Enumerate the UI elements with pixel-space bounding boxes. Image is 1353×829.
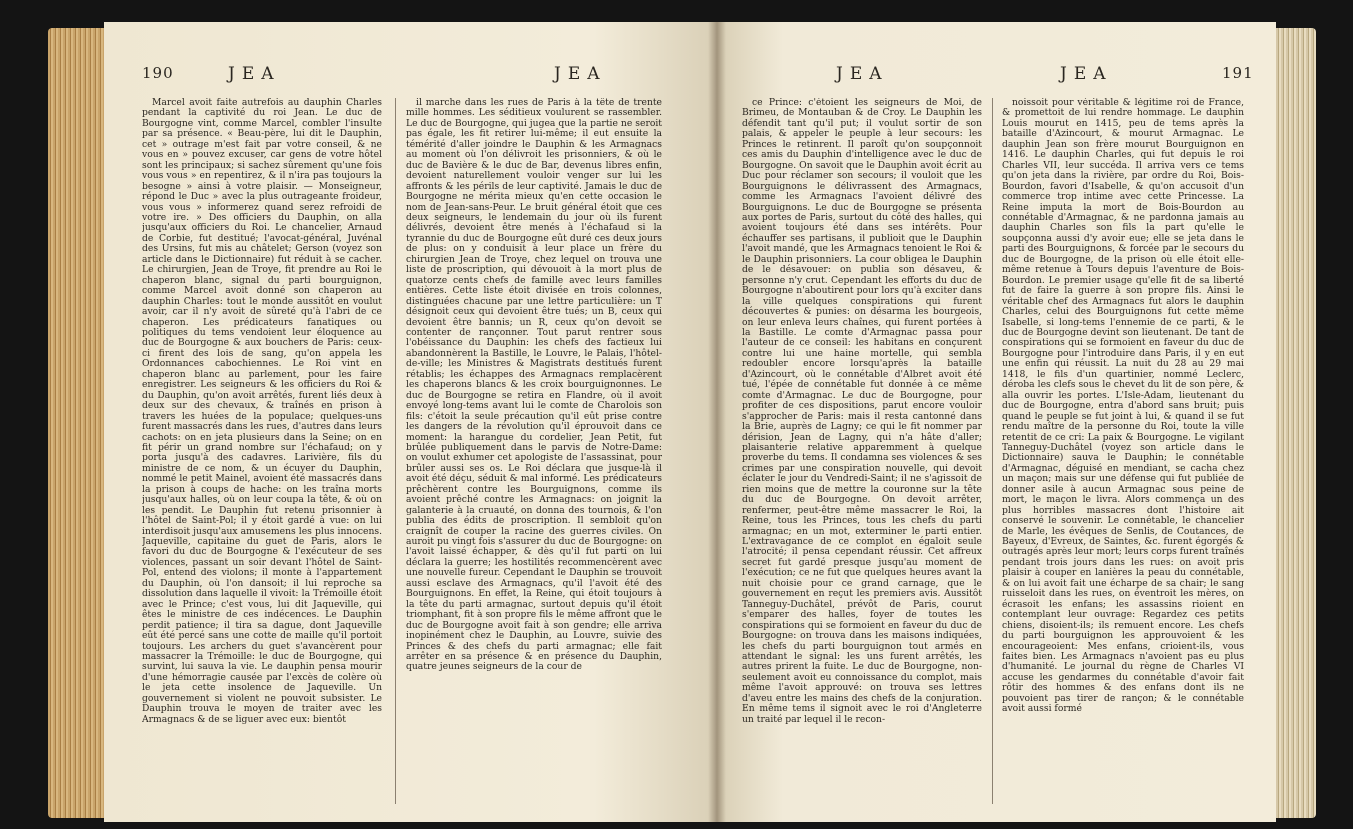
left-page-header — [104, 64, 716, 90]
right-col1-text: ce Prince: c'étoient les seigneurs de Moi, de Brimeu, de Montauban & de Croy. Le Dauphin les défendit tant qu'il put; il voulut sortir de son palais, & appeler le peuple à leur secours: les Princes le retinrent. Il paroît qu'on soupçonnoit ces amis du Dauphin d'intelligence avec le duc de Bourgogne. On savoit que le Dauphin avoit écrit au Duc pour réclamer son secours; il vouloit que les Bourguignons le délivrassent des Armagnacs, comme les Armagnacs l'avoient délivré des Bourguignons. Le duc de Bourgogne se présenta aux portes de Paris, surtout du côté des halles, qui avoient toujours été dans ses intérêts. Pour échauffer ses partisans, il publioit que le Dauphin l'avoit mandé, que les Armagnacs tenoient le Roi & le Dauphin prisonniers. La cour obligea le Dauphin de le désavouer: on publia son désaveu, & personne n'y crut. Cependant les efforts du duc de Bourgogne n'aboutirent pour lors qu'à exciter dans la ville quelques conspirations qui furent découvertes & punies: on désarma les bourgeois, on leur enleva leurs chaînes, qui furent portées à la Bastille. Le comte d'Armagnac passa pour l'auteur de ce conseil: les habitans en conçurent contre lui une haine mortelle, qui sembla redoubler encore lorsqu'après la bataille d'Azincourt, où le connétable d'Albret avoit été tué, l'épée de connétable fut donnée à ce même comte d'Armagnac. Le duc de Bourgogne, pour profiter de ces dispositions, parut encore vouloir s'approcher de Paris: mais il resta cantonné dans la Brie, auprès de Lagny; ce qui le fit nommer par dérision, Jean de Lagny, qui n'a hâte d'aller; plaisanterie relative apparemment à quelque proverbe du tems. Il condamna ses violences & ses crimes par une conspiration nouvelle, qui devoit éclater le jour du Vendredi-Saint; il ne s'agissoit de rien moins que de mettre la couronne sur la tête du duc de Bourgogne. On devoit arrêter, renfermer, peut-être même massacrer le Roi, la Reine, tous les Princes, tous les chefs du parti armagnac; en un mot, exterminer le parti entier. L'extravagance de ce complot en égaloit seule l'atrocité; il pensa cependant réussir. Cet affreux secret fut gardé presque jusqu'au moment de l'exécution; ce ne fut que quelques heures avant la nuit choisie pour ce grand carnage, que le gouvernement en reçut les premiers avis. Aussitôt Tanneguy-Duchâtel, prévôt de Paris, courut s'emparer des halles, foyer de toutes les conspirations qui se formoient en faveur du duc de Bourgogne: on trouva dans les maisons indiquées, les chefs du parti bourguignon tout armés en attendant le signal: les uns furent arrêtés, les autres prirent la fuite. Le duc de Bourgogne, non-seulement avoit eu connoissance du complot, mais même l'avoit approuvé: on trouva ses lettres d'aveu entre les mains des chefs de la conjuration. En même tems il signoit avec le roi d'Angleterre un traité par lequel il le recon- — [742, 98, 982, 725]
left-col2-text: il marche dans les rues de Paris à la tête de trente mille hommes. Les séditieux voulurent se rassembler. Le duc de Bourgogne, qui jugea que la partie ne seroit pas égale, les fit retirer lui-même; il eut ensuite la témérité d'aller joindre le Dauphin & les Armagnacs au moment où l'on délivroit les prisonniers, & où le duc de Bavière & le duc de Bar, devenus libres enfin, devoient naturellement vouloir venger sur lui les affronts & les périls de leur captivité. Jamais le duc de Bourgogne ne mérita mieux qu'en cette occasion le nom de Jean-sans-Peur. Le bruit général étoit que ces deux seigneurs, le lendemain du jour où ils furent délivrés, devoient être menés à l'échafaud si la tyrannie du duc de Bourgogne eût duré ces deux jours de plus: on y conduisit à leur place un frère du chirurgien Jean de Troye, chez lequel on trouva une liste de proscription, qui dévouoit à la mort plus de quatorze cents chefs de famille avec leurs familles entières. Cette liste étoit divisée en trois colonnes, distinguées chacune par une lettre particulière: un T désignoit ceux qui devoient être tués; un B, ceux qui devoient être bannis; un R, ceux qu'on devoit se contenter de rançonner. Tout parut rentrer sous l'obéissance du Dauphin: les chefs des factieux lui abandonnèrent la Bastille, le Louvre, le Palais, l'hôtel-de-ville; les Ministres & Magistrats destitués furent rétablis; les échappes des Armagnacs remplacèrent les chaperons blancs & les croix bourguignonnes. Le duc de Bourgogne se retira en Flandre, où il avoit envoyé long-tems avant lui le comte de Charolois son fils: c'étoit la seule précaution qu'il eût prise contre les dangers de la révolution qu'il éprouvoit dans ce moment: la harangue du cordelier, Jean Petit, fut brûlée publiquement dans le parvis de Notre-Dame: on voulut exhumer cet apologiste de l'assassinat, pour brûler aussi ses os. Le Roi déclara que jusque-là il avoit été déçu, séduit & mal informé. Les prédicateurs prêchèrent contre les Bourguignons, comme ils avoient prêché contre les Armagnacs: on joignit la galanterie à la cruauté, on donna des tournois, & l'on publia des édits de proscription. Il sembloit qu'on craignît de couper la racine des guerres civiles. On auroit pu vingt fois s'assurer du duc de Bourgogne: on l'avoit laissé échapper, & dès qu'il fut parti on lui déclara la guerre; les hostilités recommencèrent avec une nouvelle fureur. Cependant le Dauphin se trouvoit aussi esclave des Armagnacs, qu'il l'avoit été des Bourguignons. En effet, la Reine, qui étoit toujours à la tête du parti armagnac, surtout depuis qu'il étoit triomphant, fit à son propre fils le même affront que le duc de Bourgogne avoit fait à son gendre; elle arriva inopinément chez le Dauphin, au Louvre, suivie des Princes & des chefs du parti armagnac; elle fait arrêter en sa présence & en présence du Dauphin, quatre jeunes seigneurs de la cour de — [406, 98, 662, 673]
right-page-column-1 — [742, 98, 982, 813]
left-page-column-2 — [406, 98, 662, 813]
right-col2-text: noissoit pour véritable & légitime roi de France, & promettoit de lui rendre hommage. Le dauphin Louis mourut en 1415, peu de tems après la bataille d'Azincourt, & mourut Armagnac. Le dauphin Jean son frère mourut Bourguignon en 1416. Le dauphin Charles, qui fut depuis le roi Charles VII, leur succéda. Il arriva vers ce tems qu'on jeta dans la rivière, par ordre du Roi, Bois-Bourdon, favori d'Isabelle, & qu'on accusoit d'un commerce trop intime avec cette Princesse. La Reine imputa la mort de Bois-Bourdon au connétable d'Armagnac, & ne pardonna jamais au dauphin Charles son fils la part qu'elle le soupçonna aussi d'y avoir eue; elle se jeta dans le parti des Bourguignons, & forcée par le secours du duc de Bourgogne, de la prison où elle étoit elle-même retenue à Tours depuis l'aventure de Bois-Bourdon. Le premier usage qu'elle fit de sa liberté fut de faire la guerre à son propre fils. Ainsi le véritable chef des Armagnacs fut alors le dauphin Charles, celui des Bourguignons fut cette même Isabelle, si long-tems l'ennemie de ce parti, & le duc de Bourgogne devint son lieutenant. De tant de conspirations qui se formoient en faveur du duc de Bourgogne pour l'introduire dans Paris, il y en eut une enfin qui réussit. La nuit du 28 au 29 mai 1418, le fils d'un quartinier, nommé Leclerc, déroba les clefs sous le chevet du lit de son père, & alla ouvrir les portes. L'Isle-Adam, lieutenant du duc de Bourgogne, entra d'abord sans bruit; puis quand le peuple se fut joint à lui, & quand il se fut rendu maître de la personne du Roi, toute la ville retentit de ce cri: La paix & Bourgogne. Le vigilant Tanneguy-Duchâtel (voyez son article dans le Dictionnaire) sauva le Dauphin; le connétable d'Armagnac, déguisé en mendiant, se cacha chez un maçon; mais sur une défense qui fut publiée de donner asile à aucun Armagnac sous peine de mort, le maçon le livra. Alors commença un des plus horribles massacres dont l'histoire ait conservé le souvenir. Le connétable, le chancelier de Marle, les évêques de Senlis, de Coutances, de Bayeux, d'Evreux, de Saintes, &c. furent égorgés & outragés après leur mort; leurs corps furent traînés pendant trois jours dans les rues: on avoit pris plaisir à couper en lanières la peau du connétable, & on lui avoit fait une écharpe de sa chair; le sang ruisseloit dans les rues, on éventroit les mères, on écrasoit les enfans; les assassins rioient en contemplant leur ouvrage: Regardez ces petits chiens, disoient-ils; ils remuent encore. Les chefs du parti bourguignon les approuvoient & les encourageoient: Mes enfans, crioient-ils, vous faites bien. Les Armagnacs n'avoient pas eu plus d'humanité. Le journal du règne de Charles VI accuse les gendarmes du connétable d'avoir fait rôtir des hommes & des enfans dont ils ne pouvoient pas tirer de rançon; & le connétable avoit aussi formé — [1002, 98, 1244, 715]
right-page — [716, 22, 1276, 822]
column-rule-left — [395, 98, 396, 804]
page-edges-right — [1276, 28, 1316, 818]
right-headword-1: JEA — [836, 64, 889, 84]
right-page-header — [716, 64, 1276, 90]
page-edges-left — [48, 28, 104, 818]
column-rule-right — [992, 98, 993, 804]
page-number-right: 191 — [1222, 64, 1254, 82]
left-page — [104, 22, 716, 822]
page-number-left: 190 — [142, 64, 174, 82]
left-col1-text: Marcel avoit faite autrefois au dauphin Charles pendant la captivité du roi Jean. Le duc de Bourgogne vint, comme Marcel, combler l'insulte par sa présence. « Beau-père, lui dit le Dauphin, cet » outrage m'est fait par votre conseil, & ne vous en » pouvez excuser, car gens de votre hôtel sont les principaux; si sachez sûrement qu'une fois vous vous » en repentirez, & il n'ira pas toujours la besogne » ainsi à votre plaisir. — Monseigneur, répond le Duc » avec la plus outrageante froideur, vous vous » informerez quand serez refroidi de votre ire. » Des officiers du Dauphin, on alla jusqu'aux officiers du Roi. Le chancelier, Arnaud de Corbie, fut destitué; l'avocat-général, Juvénal des Ursins, fut mis au châtelet; Gerson (voyez son article dans le Dictionnaire) fut réduit à se cacher. Le chirurgien, Jean de Troye, fit prendre au Roi le chaperon blanc, signal du parti bourguignon, comme Marcel avoit donné son chaperon au dauphin Charles: tout le monde aussitôt en voulut avoir, car il n'y avoit de sûreté qu'à l'abri de ce chaperon. Les prédicateurs fanatiques ou politiques du tems vendoient leur éloquence au duc de Bourgogne & aux bouchers de Paris: ceux-ci firent des lois de sang, qu'on appela les Ordonnances cabochiennes. Le Roi vint en chaperon blanc au parlement, pour les faire enregistrer. Les seigneurs & les officiers du Roi & du Dauphin, qu'on avoit arrêtés, furent liés deux à deux sur des chevaux, & traînés en prison à travers les huées de la populace; quelques-uns furent massacrés dans les rues, d'autres dans leurs cachots: on en jeta plusieurs dans la Seine; on en fit périr un grand nombre sur l'échafaud; on y porta jusqu'à des cadavres. Larivière, fils du ministre de ce nom, & un écuyer du Dauphin, nommé le petit Mainel, avoient été massacrés dans la prison à coups de hache: on les traîna morts jusqu'aux halles, où on leur coupa la tête, & où on les pendit. Le Dauphin fut retenu prisonnier à l'hôtel de Saint-Pol; il y étoit gardé à vue: on lui interdisoit jusqu'aux amusemens les plus innocens. Jaqueville, capitaine du guet de Paris, alors le favori du duc de Bourgogne & l'exécuteur de ses violences, passant un soir devant l'hôtel de Saint-Pol, entend des violons; il monte à l'appartement du Dauphin, où l'on dansoit; il lui reproche sa dissolution dans laquelle il vivoit: la Trémoille étoit avec le Prince; c'est vous, lui dit Jaqueville, qui êtes le ministre de ces indécences. Le Dauphin perdit patience; il tira sa dague, dont Jaqueville eût été percé sans une cotte de maille qu'il portoit toujours. Les archers du guet s'avancèrent pour massacrer la Trémoille: le duc de Bourgogne, qui survint, lui sauva la vie. Le dauphin pensa mourir d'une hémorragie causée par l'excès de colère où le jeta cette insolence de Jaqueville. Un gouvernement si violent ne pouvoit subsister. Le Dauphin trouva le moyen de traiter avec les Armagnacs & de se liguer avec eux: bientôt — [142, 98, 382, 725]
book-gutter — [708, 22, 726, 822]
left-headword-1: JEA — [228, 64, 281, 84]
right-page-column-2 — [1002, 98, 1244, 813]
open-book — [48, 22, 1316, 822]
left-headword-2: JEA — [554, 64, 607, 84]
right-headword-2: JEA — [1060, 64, 1113, 84]
left-page-column-1 — [142, 98, 382, 813]
